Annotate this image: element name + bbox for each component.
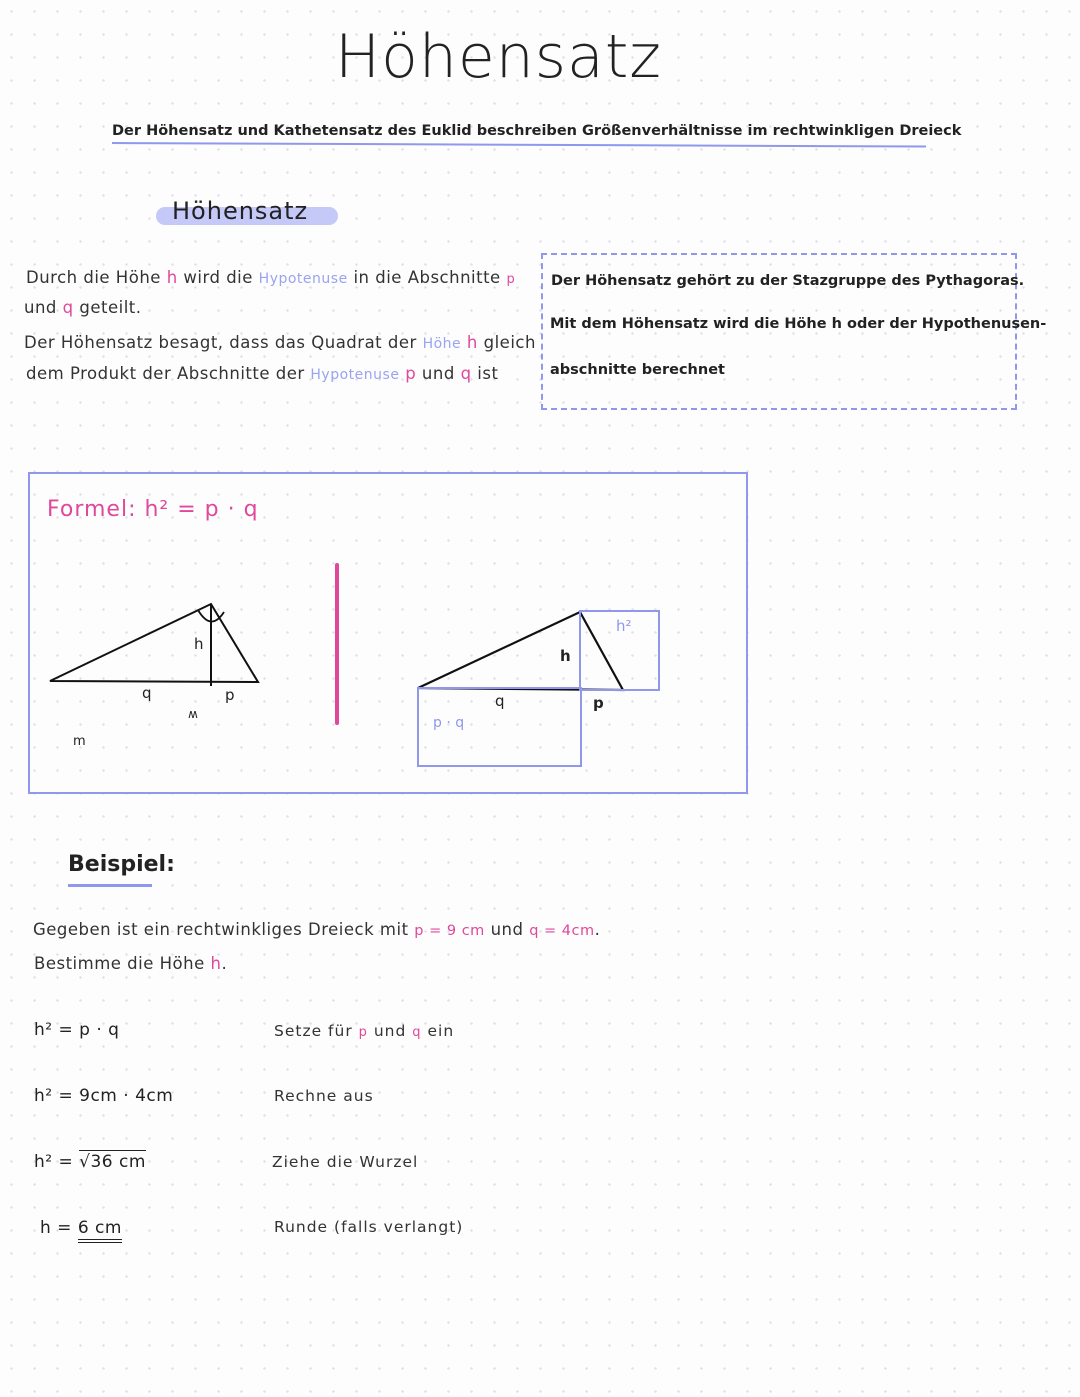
step-4-note: Runde (falls verlangt)	[274, 1218, 464, 1236]
info-line-3: abschnitte berechnet	[550, 362, 725, 378]
left-triangle	[50, 604, 258, 682]
step-2-note: Rechne aus	[274, 1087, 374, 1105]
step-1-equation: h² = p · q	[34, 1020, 120, 1040]
label-w-left: w	[188, 708, 198, 722]
step-2-equation: h² = 9cm · 4cm	[34, 1086, 174, 1106]
step-3-note: Ziehe die Wurzel	[272, 1153, 419, 1171]
paragraph-line-4: dem Produkt der Abschnitte der Hypotenuse p und q ist	[26, 364, 499, 383]
example-task: Bestimme die Höhe h.	[34, 954, 228, 973]
label-q-left: q	[142, 684, 152, 702]
step-1-note: Setze für p und q ein	[274, 1022, 455, 1040]
page-title: Höhensatz	[335, 22, 662, 92]
step-4-equation: h = 6 cm	[40, 1218, 122, 1238]
paragraph-line-2: und q geteilt.	[24, 298, 142, 317]
right-triangle	[418, 612, 623, 690]
info-line-1: Der Höhensatz gehört zu der Stazgruppe des Pythagoras.	[551, 273, 1025, 289]
label-m-left: m	[73, 734, 86, 749]
label-h-right: h	[560, 647, 571, 665]
label-p-right: p	[593, 694, 604, 712]
example-underline	[68, 884, 152, 887]
label-q-right: q	[495, 692, 505, 710]
label-p-left: p	[225, 686, 235, 704]
paragraph-line-3: Der Höhensatz besagt, dass das Quadrat der Höhe h gleich	[24, 333, 536, 352]
example-given: Gegeben ist ein rechtwinkliges Dreieck mit p = 9 cm und q = 4cm.	[33, 920, 601, 939]
step-3-equation: h² = √36 cm	[34, 1152, 146, 1172]
formula: Formel: h² = p · q	[47, 497, 259, 522]
info-line-2: Mit dem Höhensatz wird die Höhe h oder der Hypothenusen-	[550, 316, 1047, 332]
label-h-left: h	[194, 635, 204, 653]
result-value: 6 cm	[78, 1218, 122, 1243]
intro-text: Der Höhensatz und Kathetensatz des Euklid beschreiben Größenverhältnisse im rechtwinkligen Dreieck	[112, 123, 962, 139]
example-heading: Beispiel:	[68, 852, 175, 877]
section-heading: Höhensatz	[172, 197, 309, 225]
label-pq-right: p · q	[433, 715, 465, 731]
paragraph-line-1: Durch die Höhe h wird die Hypotenuse in die Abschnitte p	[26, 268, 516, 287]
label-h2-right: h²	[616, 617, 632, 635]
